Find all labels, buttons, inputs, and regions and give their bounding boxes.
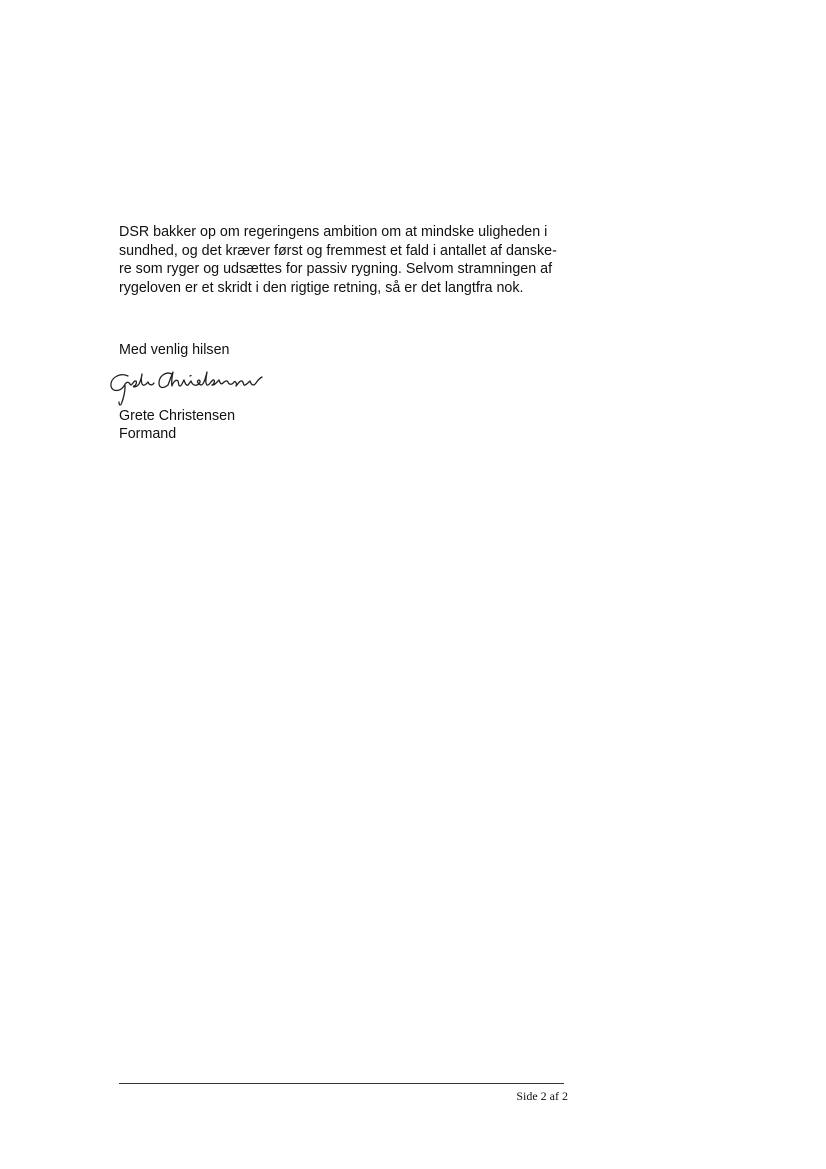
handwritten-signature (106, 364, 266, 408)
signer-name: Grete Christensen (119, 408, 236, 424)
body-line: re som ryger og udsættes for passiv rygning. Selvom stramningen af (119, 261, 553, 278)
signer-block (119, 407, 235, 443)
body-line: sundhed, og det kræver først og fremmest et fald i antallet af danske- (119, 242, 557, 259)
body-line: DSR bakker op om regeringens ambition om at mindske uligheden i (119, 224, 548, 240)
signer-title: Formand (119, 426, 177, 442)
footer-divider (119, 1083, 564, 1084)
closing-salutation: Med venlig hilsen (119, 342, 230, 358)
page-number: Side 2 af 2 (516, 1089, 568, 1103)
body-paragraph (119, 223, 579, 297)
body-line: rygeloven er et skridt i den rigtige retning, så er det langtfra nok. (119, 279, 524, 296)
